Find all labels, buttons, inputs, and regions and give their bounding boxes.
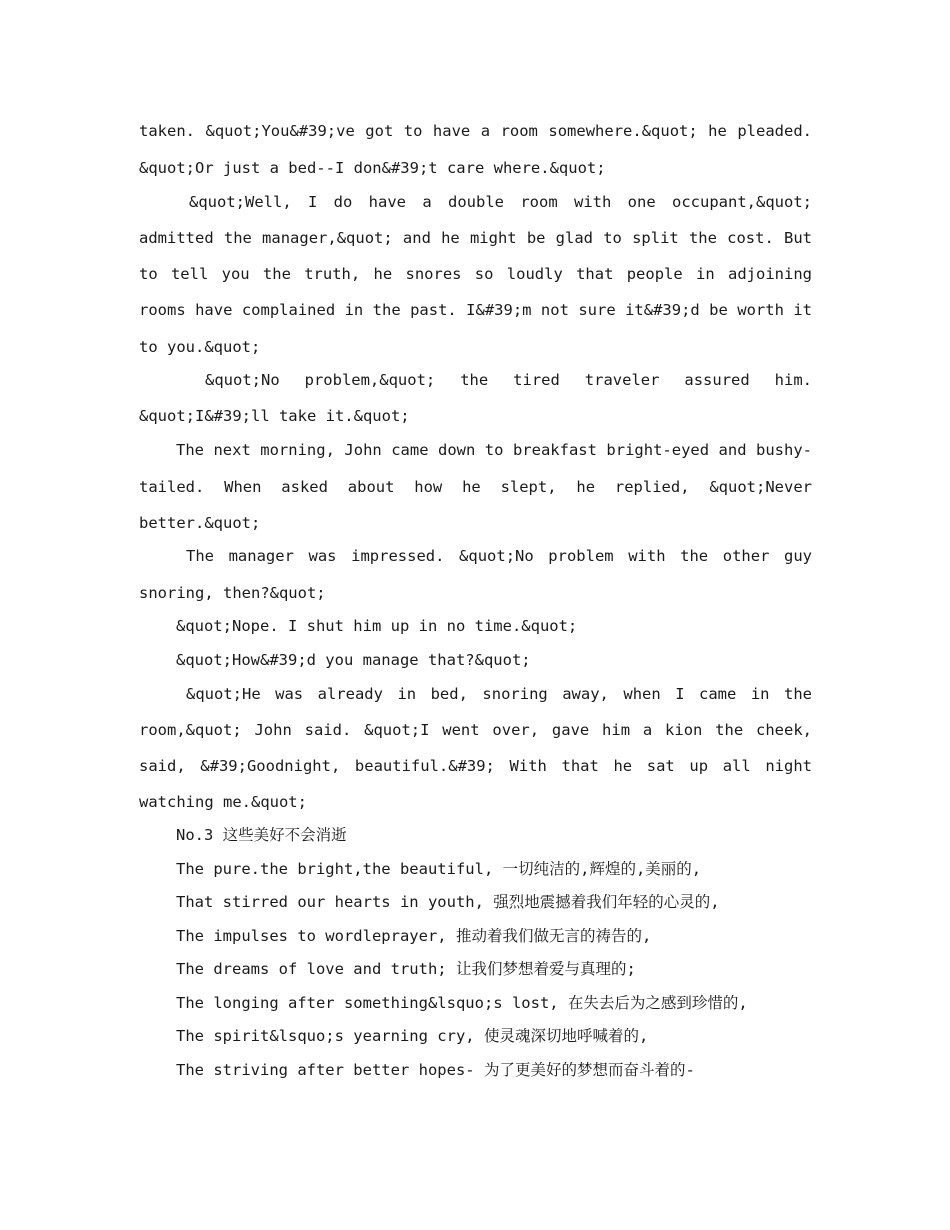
poem-line: The spirit&lsquo;s yearning cry, 使灵魂深切地呼喊着的, <box>176 1027 649 1045</box>
poem-line: The pure.the bright,the beautiful, 一切纯洁的,辉煌的,美丽的, <box>176 860 702 878</box>
text-line: &quot;No problem,&quot; the tired traveler assured him. <box>205 371 812 389</box>
text-line: &quot;Well, I do have a double room with one occupant,&quot; <box>189 193 812 211</box>
text-line: admitted the manager,&quot; and he might be glad to split the cost. But <box>139 229 812 247</box>
text-line: watching me.&quot; <box>139 793 307 811</box>
poem-line: The longing after something&lsquo;s lost, 在失去后为之感到珍惜的, <box>176 994 748 1012</box>
text-line: said, &#39;Goodnight, beautiful.&#39; With that he sat up all night <box>139 757 812 775</box>
text-line: The manager was impressed. &quot;No problem with the other guy <box>186 547 812 565</box>
text-line: taken. &quot;You&#39;ve got to have a room somewhere.&quot; he pleaded. <box>139 122 812 140</box>
text-line: &quot;Or just a bed--I don&#39;t care where.&quot; <box>139 159 606 177</box>
text-line: snoring, then?&quot; <box>139 584 326 602</box>
text-line: rooms have complained in the past. I&#39;m not sure it&#39;d be worth it <box>139 301 812 319</box>
text-line: to tell you the truth, he snores so loudly that people in adjoining <box>139 265 812 283</box>
poem-line: The dreams of love and truth; 让我们梦想着爱与真理的; <box>176 960 636 978</box>
section-heading: No.3 这些美好不会消逝 <box>176 826 347 844</box>
text-line: room,&quot; John said. &quot;I went over, gave him a kion the cheek, <box>139 721 812 739</box>
text-line: &quot;How&#39;d you manage that?&quot; <box>176 651 531 669</box>
poem-line: The striving after better hopes- 为了更美好的梦想而奋斗着的- <box>176 1061 695 1079</box>
text-line: The next morning, John came down to breakfast bright-eyed and bushy- <box>176 441 812 459</box>
text-line: tailed. When asked about how he slept, he replied, &quot;Never <box>139 478 812 496</box>
poem-line: That stirred our hearts in youth, 强烈地震撼着我们年轻的心灵的, <box>176 893 720 911</box>
poem-line: The impulses to wordleprayer, 推动着我们做无言的祷告的, <box>176 927 652 945</box>
text-line: &quot;He was already in bed, snoring away, when I came in the <box>186 685 812 703</box>
text-line: better.&quot; <box>139 514 261 532</box>
text-line: to you.&quot; <box>139 338 261 356</box>
text-line: &quot;I&#39;ll take it.&quot; <box>139 407 410 425</box>
text-line: &quot;Nope. I shut him up in no time.&quot; <box>176 617 578 635</box>
